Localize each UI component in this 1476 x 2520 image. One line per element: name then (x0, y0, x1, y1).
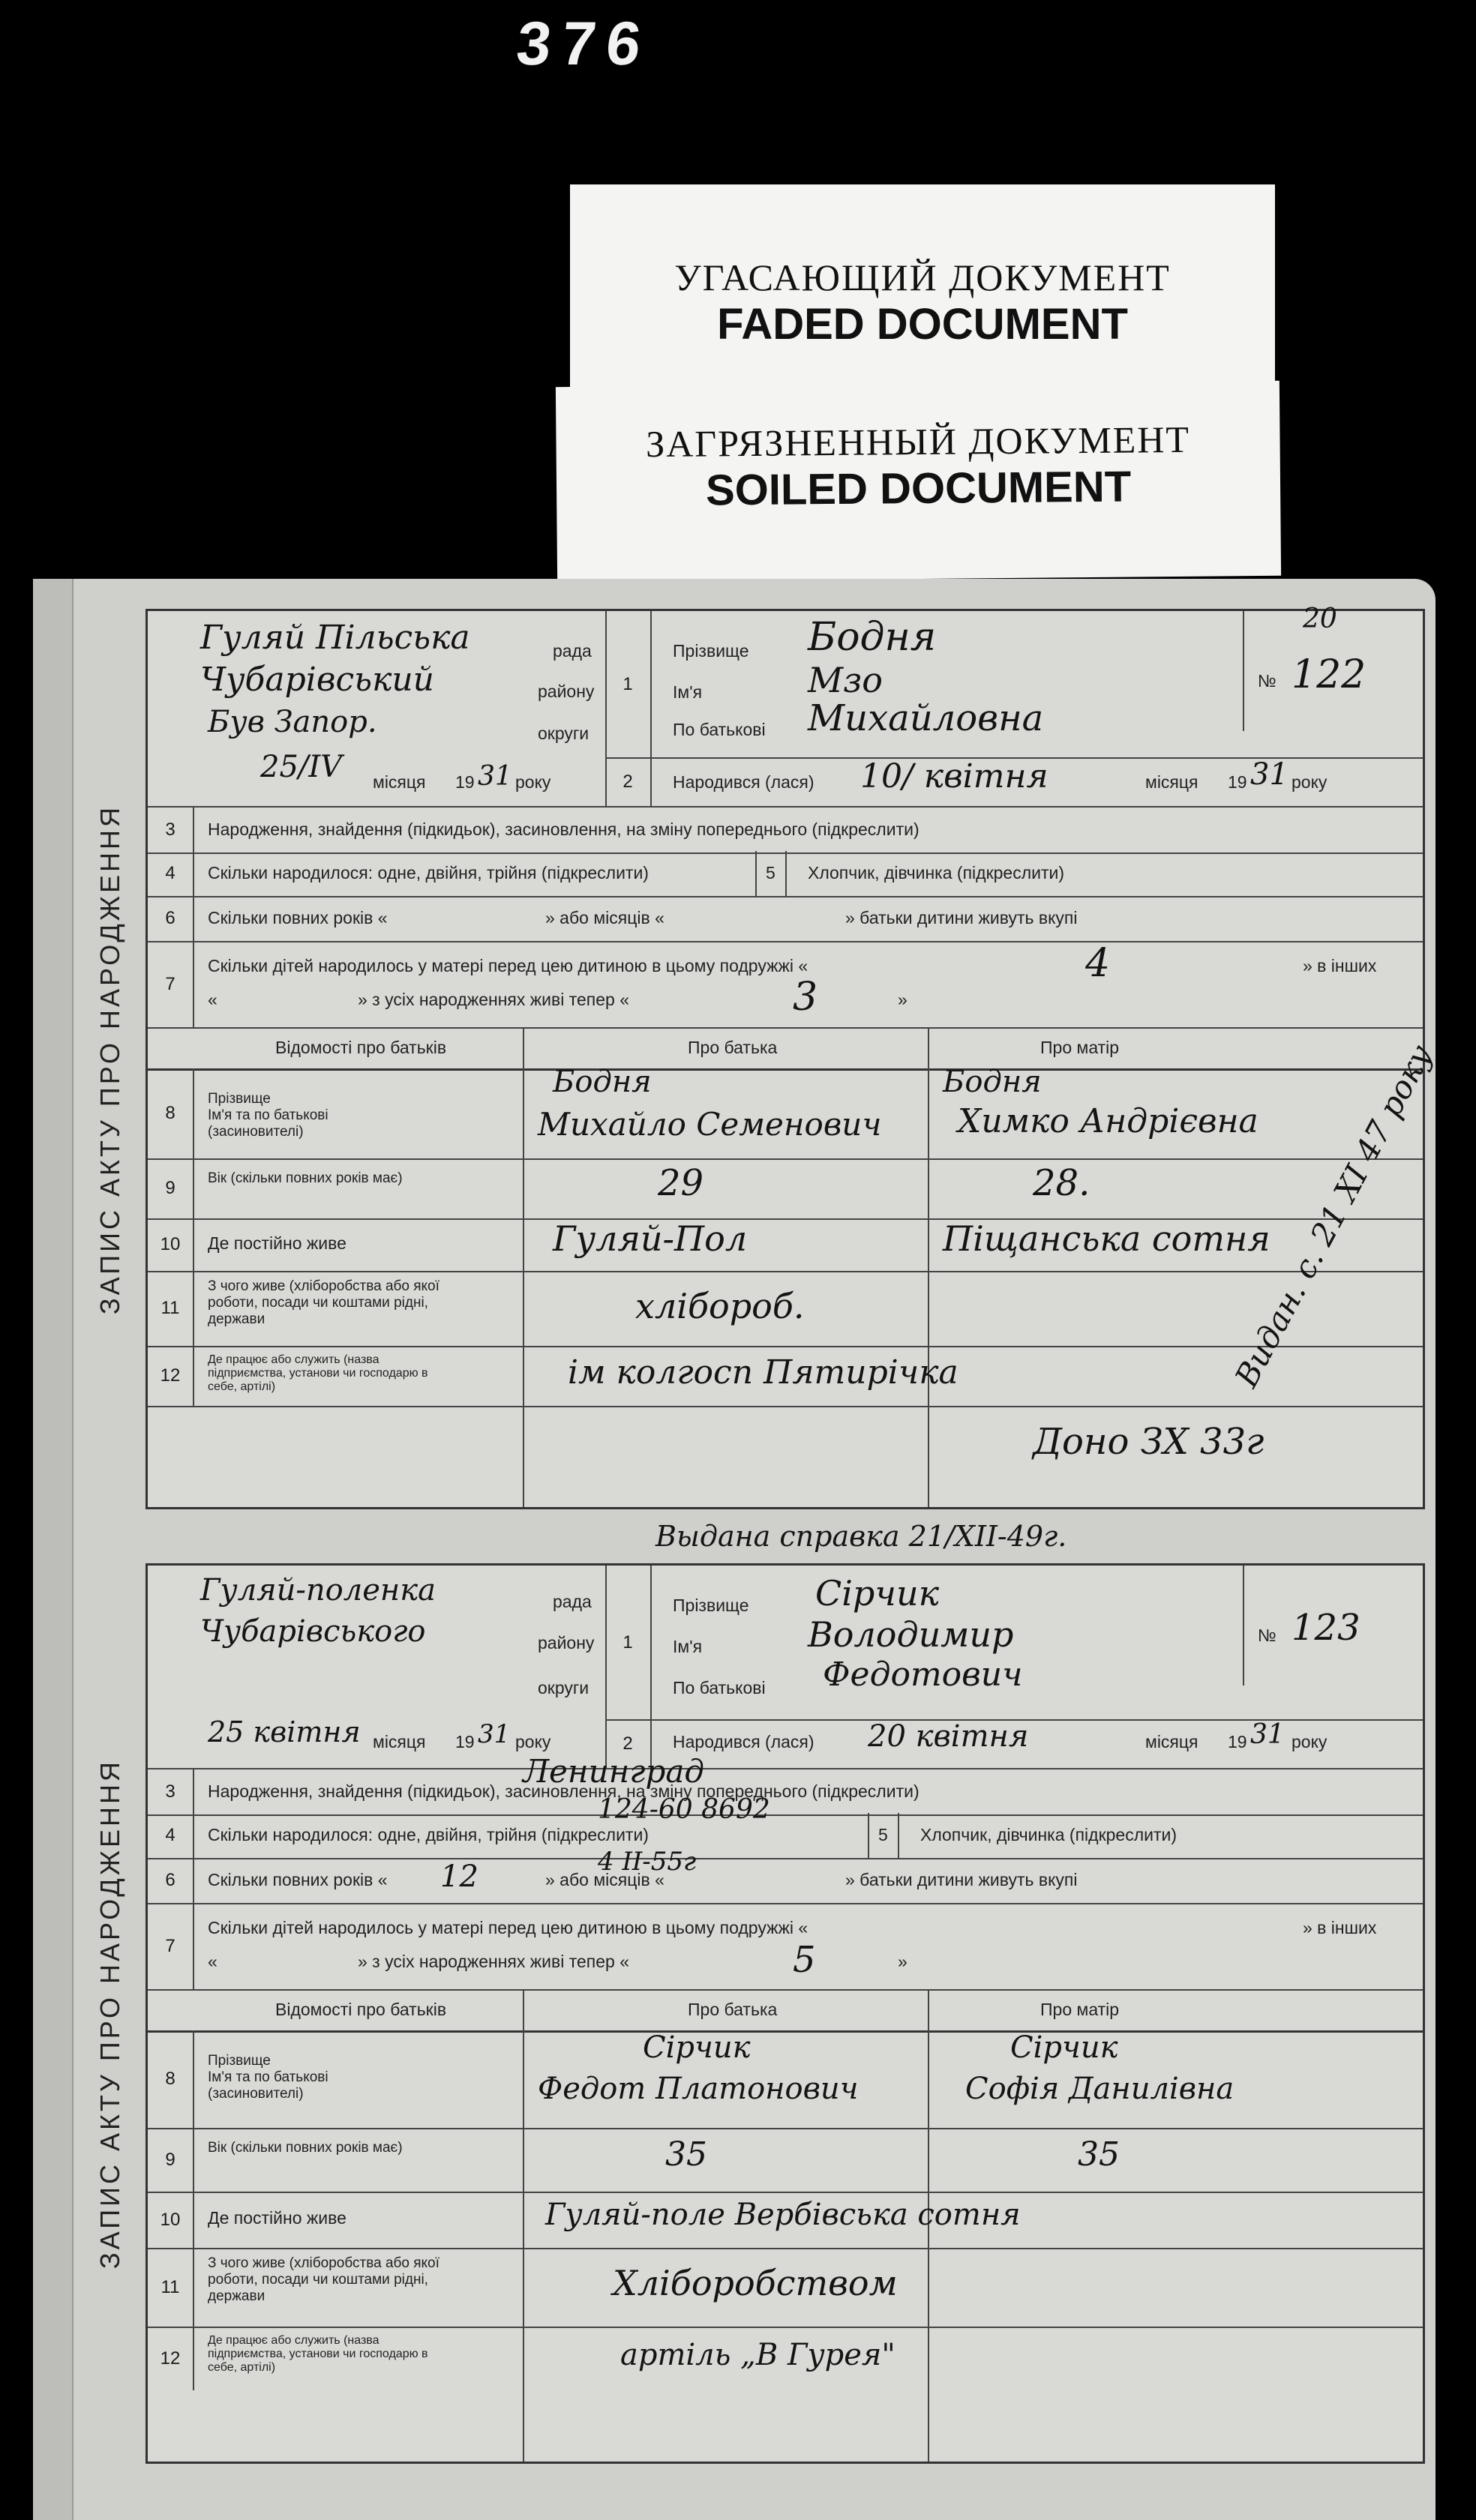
child-name: Мзо (808, 660, 883, 700)
father-residence: Гуляй-Пол (553, 1218, 748, 1259)
child-surname: Сірчик (815, 1573, 940, 1614)
binding-edge (33, 579, 74, 2520)
okrug-value: Був Запор. (208, 705, 377, 739)
issued-note: Выдана справка 21/XII-49г. (656, 1520, 1067, 1553)
occupation: Хліборобством (613, 2263, 898, 2303)
children-before: 4 (1085, 941, 1111, 986)
mother-age: 28. (1033, 1162, 1090, 1204)
rada-value: Гуляй-поленка (200, 1573, 436, 1608)
years-together: 12 (440, 1859, 478, 1894)
soiled-label-en: SOILED DOCUMENT (705, 462, 1132, 515)
mother-surname: Сірчик (1010, 2030, 1118, 2065)
birth-year: 31 (1250, 1719, 1285, 1750)
workplace: ім колгосп Пятирічка (568, 1353, 958, 1392)
record-number: 123 (1292, 1607, 1360, 1649)
child-patronymic: Михайловна (808, 697, 1044, 739)
father-surname: Сірчик (643, 2030, 751, 2065)
child-surname: Бодня (808, 615, 937, 660)
father-age: 29 (658, 1162, 704, 1204)
registration-date: 25 квітня (208, 1715, 361, 1748)
soiled-document-card (556, 381, 1281, 582)
occupation: хлібороб. (635, 1286, 805, 1326)
corner-mark: 20 (1303, 604, 1337, 634)
child-name: Володимир (808, 1614, 1014, 1655)
margin-note: Видан. с. 21 ХІ 47 року (1228, 1038, 1440, 1394)
birth-day: 10/ квітня (860, 757, 1048, 796)
birth-day: 20 квітня (868, 1719, 1029, 1754)
side-title: ЗАПИС АКТУ ПРО НАРОДЖЕННЯ (94, 804, 125, 1314)
row-number-1: 1 (605, 611, 652, 757)
overwrite-2: 124-60 8692 (598, 1794, 770, 1825)
faded-document-card (570, 184, 1275, 387)
raion-value: Чубарівський (200, 661, 435, 699)
father-surname: Бодня (553, 1065, 652, 1099)
children-alive: 3 (793, 975, 818, 1020)
overwrite-3: 4 II-55г (598, 1847, 697, 1877)
registration-year: 31 (478, 761, 512, 792)
rada-value: Гуляй Пільська (200, 619, 470, 657)
archive-number: 376 (513, 10, 655, 78)
bottom-note: Доно ЗХ 33г (1033, 1421, 1264, 1463)
father-name: Михайло Семенович (538, 1106, 882, 1143)
father-name: Федот Платонович (538, 2072, 859, 2106)
children-alive: 5 (793, 1939, 816, 1981)
birth-year: 31 (1250, 757, 1288, 792)
side-title: ЗАПИС АКТУ ПРО НАРОДЖЕННЯ (94, 1758, 125, 2269)
overwrite-1: Ленинград (523, 1753, 705, 1790)
birth-record-2: ЗАПИС АКТУ ПРО НАРОДЖЕННЯ 1 2 Гуляй-поленка рада Чубарівського району округи 25 квітня місяця 19 31 року Прізвище Сірчик Ім'я Володимир По батькові Федотович Народився (лася) 20 квітня місяця 19 31 року № 123 3 Народження, знайдення (підкидьок), засиновлення, на зміну попереднього (підкреслити) 4 Скільки народилося: одне, двійня, трійня (підкреслити) 5 Хлопчик, дівчинка (підкреслити) Ленинград 124-60 8692 6 Скільки повних років « 12 » або місяців « » батьки дитини живуть вкупі 4 II-55г 7 Скільки дітей народилось у матері перед цею дитиною в цьому подружжі « » в інших « » з усіх народженнях живі тепер « 5 » Відомості про батьків Про батька Про матір 8 Прізвище Ім'я та по батькові (засиновителі) Сірчик Федот Платонович Сірчик Софія Данилівна 9 Вік (скільки повних років має) 35 35 10 Де постійно живе Гуляй-поле Вербівська сотня 11 З чого живе (хліборобства або якої роботи, посади чи коштами рідні, держави Хліборобством 12 Де працює або служить (назва підприємства, установи чи господарю в себе, артілі) артіль „В Гурея" (146, 1563, 1425, 2464)
mother-name: Химко Андрієвна (958, 1102, 1258, 1140)
mother-surname: Бодня (943, 1065, 1042, 1099)
mother-residence: Піщанська сотня (943, 1218, 1270, 1259)
raion-value: Чубарівського (200, 1614, 426, 1649)
birth-record-1: ЗАПИС АКТУ ПРО НАРОДЖЕННЯ 1 2 Гуляй Пільська рада Чубарівський району Був Запор. округи 25/IV місяця 19 31 року Прізвище Бодня Ім'я Мзо По батькові Михайловна Народився (лася) 10/ квітня місяця 19 31 року № 122 20 3 Народження, знайдення (підкидьок), засиновлення, на зміну попереднього (підкреслити) 4 Скільки народилося: одне, двійня, трійня (підкреслити) 5 Хлопчик, дівчинка (підкреслити) 6 Скільки повних років « » або місяців « » батьки дитини живуть вкупі 7 Скільки дітей народилось у матері перед цею дитиною в цьому подружжі « 4 » в інших « » з усіх народженнях живі тепер « 3 » Відомості про батьків Про батька Про матір 8 Прізвище Ім'я та по батькові (засиновителі) Бодня Михайло Семенович Бодня Химко Андрієвна 9 Вік (скільки повних років має) 29 28. 10 Де постійно живе Гуляй-Пол Піщанська сотня 11 З чого живе (хліборобства або якої роботи, посади чи коштами рідні, держави хлібороб. 12 Де працює або служить (назва підприємства, установи чи господарю в себе, артілі) ім колгосп Пятирічка Видан. с. 21 ХІ 47 року Доно ЗХ 33г (146, 609, 1425, 1509)
child-patronymic: Федотович (823, 1656, 1023, 1694)
mother-age: 35 (1078, 2135, 1120, 2174)
faded-label-ru: УГАСАЮЩИЙ ДОКУМЕНТ (674, 256, 1171, 298)
registration-day: 25/IV (260, 750, 343, 784)
workplace: артіль „В Гурея" (620, 2338, 896, 2372)
registration-year: 31 (478, 1719, 511, 1749)
soiled-label-ru: ЗАГРЯЗНЕННЫЙ ДОКУМЕНТ (645, 418, 1191, 466)
residence: Гуляй-поле Вербівська сотня (545, 2198, 1021, 2232)
faded-label-en: FADED DOCUMENT (717, 300, 1128, 349)
register-page (33, 579, 1440, 2520)
father-age: 35 (665, 2135, 707, 2174)
row-number-2: 2 (605, 757, 652, 806)
record-number: 122 (1292, 652, 1366, 697)
mother-name: Софія Данилівна (965, 2072, 1234, 2106)
